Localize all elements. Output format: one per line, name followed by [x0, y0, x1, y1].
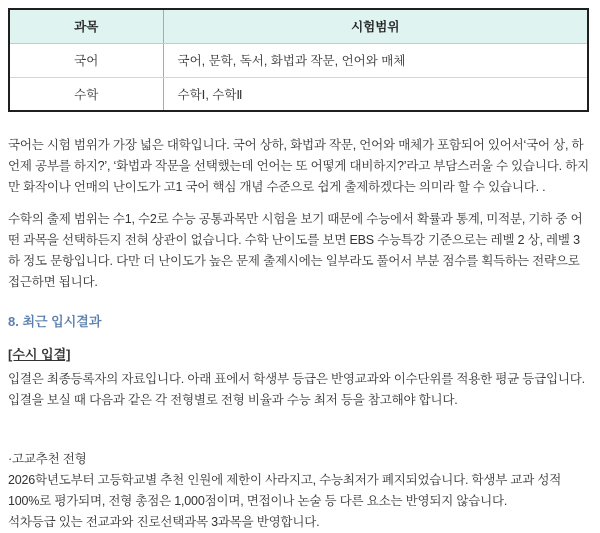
- table-header-row: [9, 9, 588, 43]
- paragraph-math-scope: 수학의 출제 범위는 수1, 수2로 수능 공통과목만 시험을 보기 때문에 수능에서 확률과 통계, 미적분, 기하 중 어떤 과목을 선택하든지 전혀 상관이 없습니다. 수학 난이도를 보면 EBS 수능특강 기준으로는 레벨 2 상, 레벨 3 하 정도 문항입니다. 다만 더 난이도가 높은 문제 출제시에는 일부라도 풀어서 부분 점수를 획득하는 전략으로 접근하면 됩니다.: [8, 212, 583, 289]
- track-title: ·고교추천 전형: [8, 452, 87, 466]
- section-heading-admission-results: 8. 최근 입시결과: [8, 314, 102, 329]
- track-note: 석차등급 있는 전교과와 진로선택과목 3과목을 반영합니다.: [8, 515, 320, 529]
- range-math: 수학Ⅰ, 수학Ⅱ: [177, 87, 243, 102]
- table-row: [9, 43, 588, 77]
- track-recommendation-block: [8, 449, 591, 533]
- subject-math: 수학: [9, 77, 163, 111]
- paragraph-korean-scope: 국어는 시험 범위가 가장 넓은 대학입니다. 국어 상하, 화법과 작문, 언어와 매체가 포함되어 있어서‘국어 상, 하 언제 공부를 하지?’, ‘화법과 작문을 선택했는데 언어는 또 어떻게 대비하지?’라고 부담스러울 수 있습니다. 하지만 화작이나 언매의 난이도가 고1 국어 핵심 개념 수준으로 쉽게 출제하겠다는 의미라 할 수 있습니다. .: [8, 138, 589, 194]
- subheading-susi-results: [수시 입결]: [8, 347, 71, 362]
- header-subject: 과목: [9, 9, 163, 43]
- header-range: 시험범위: [163, 9, 588, 43]
- paragraph-results-intro: 입결은 최종등록자의 자료입니다. 아래 표에서 학생부 등급은 반영교과와 이수단위를 적용한 평균 등급입니다. 입결을 보실 때 다음과 같은 각 전형별로 전형 비율과 수능 최저 등을 참고해야 합니다.: [8, 372, 585, 407]
- range-korean: 국어, 문학, 독서, 화법과 작문, 언어와 매체: [163, 43, 588, 77]
- table-row: [9, 77, 588, 111]
- exam-range-table: [8, 8, 589, 112]
- subject-korean: 국어: [9, 43, 163, 77]
- track-body: 2026학년도부터 고등학교별 추천 인원에 제한이 사라지고, 수능최저가 폐지되었습니다. 학생부 교과 성적 100%로 평가되며, 전형 총점은 1,000점이며, 면접이나 논술 등 다른 요소는 반영되지 않습니다.: [8, 473, 562, 508]
